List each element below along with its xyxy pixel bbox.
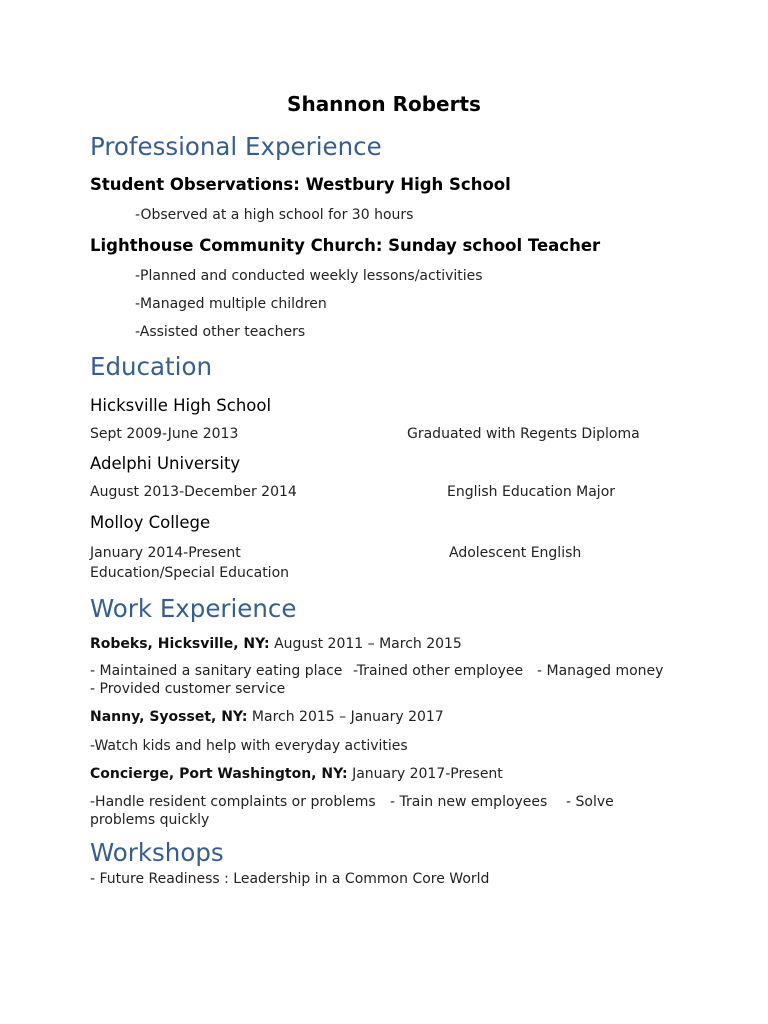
job-duties: -Trained other employee (353, 663, 524, 679)
job-employer: Robeks, Hicksville, NY: (90, 636, 270, 652)
section-heading-education: Education (90, 352, 212, 381)
job-header (90, 766, 503, 782)
school-detail: Adolescent English (449, 545, 582, 561)
school-dates: January 2014-Present (90, 545, 241, 561)
role-bullet: -Observed at a high school for 30 hours (135, 207, 414, 223)
school-name: Adelphi University (90, 454, 241, 473)
job-duties: - Maintained a sanitary eating place (90, 663, 343, 679)
job-header (90, 709, 444, 725)
job-employer: Nanny, Syosset, NY: (90, 709, 248, 725)
school-detail-continued: Education/Special Education (90, 565, 290, 581)
role-bullet: -Planned and conducted weekly lessons/activities (135, 268, 483, 284)
section-heading-work: Work Experience (90, 594, 297, 623)
job-header (90, 636, 462, 652)
workshop-item: - Future Readiness : Leadership in a Common Core World (90, 871, 490, 887)
role-bullet: -Assisted other teachers (135, 324, 306, 340)
job-duties: - Managed money (537, 663, 664, 679)
school-dates: Sept 2009-June 2013 (90, 426, 239, 442)
school-detail: Graduated with Regents Diploma (407, 426, 640, 442)
school-detail: English Education Major (447, 484, 616, 500)
job-dates: March 2015 – January 2017 (251, 709, 444, 725)
section-heading-workshops: Workshops (90, 838, 224, 867)
job-duties: -Handle resident complaints or problems (90, 794, 376, 810)
role-bullet: -Managed multiple children (135, 296, 327, 312)
job-employer: Concierge, Port Washington, NY: (90, 766, 348, 782)
role-title: Lighthouse Community Church: Sunday school Teacher (90, 236, 601, 255)
job-dates: August 2011 – March 2015 (274, 636, 462, 652)
role-title: Student Observations: Westbury High School (90, 175, 511, 194)
school-name: Molloy College (90, 513, 211, 532)
job-duties: problems quickly (90, 812, 210, 828)
job-duties: - Train new employees (390, 794, 548, 810)
resume-name: Shannon Roberts (287, 92, 481, 116)
school-dates: August 2013-December 2014 (90, 484, 297, 500)
job-duties: -Watch kids and help with everyday activities (90, 738, 408, 754)
job-duties: - Provided customer service (90, 681, 286, 697)
section-heading-professional: Professional Experience (90, 132, 382, 161)
school-name: Hicksville High School (90, 396, 272, 415)
job-duties: - Solve (566, 794, 614, 810)
job-dates: January 2017-Present (352, 766, 503, 782)
